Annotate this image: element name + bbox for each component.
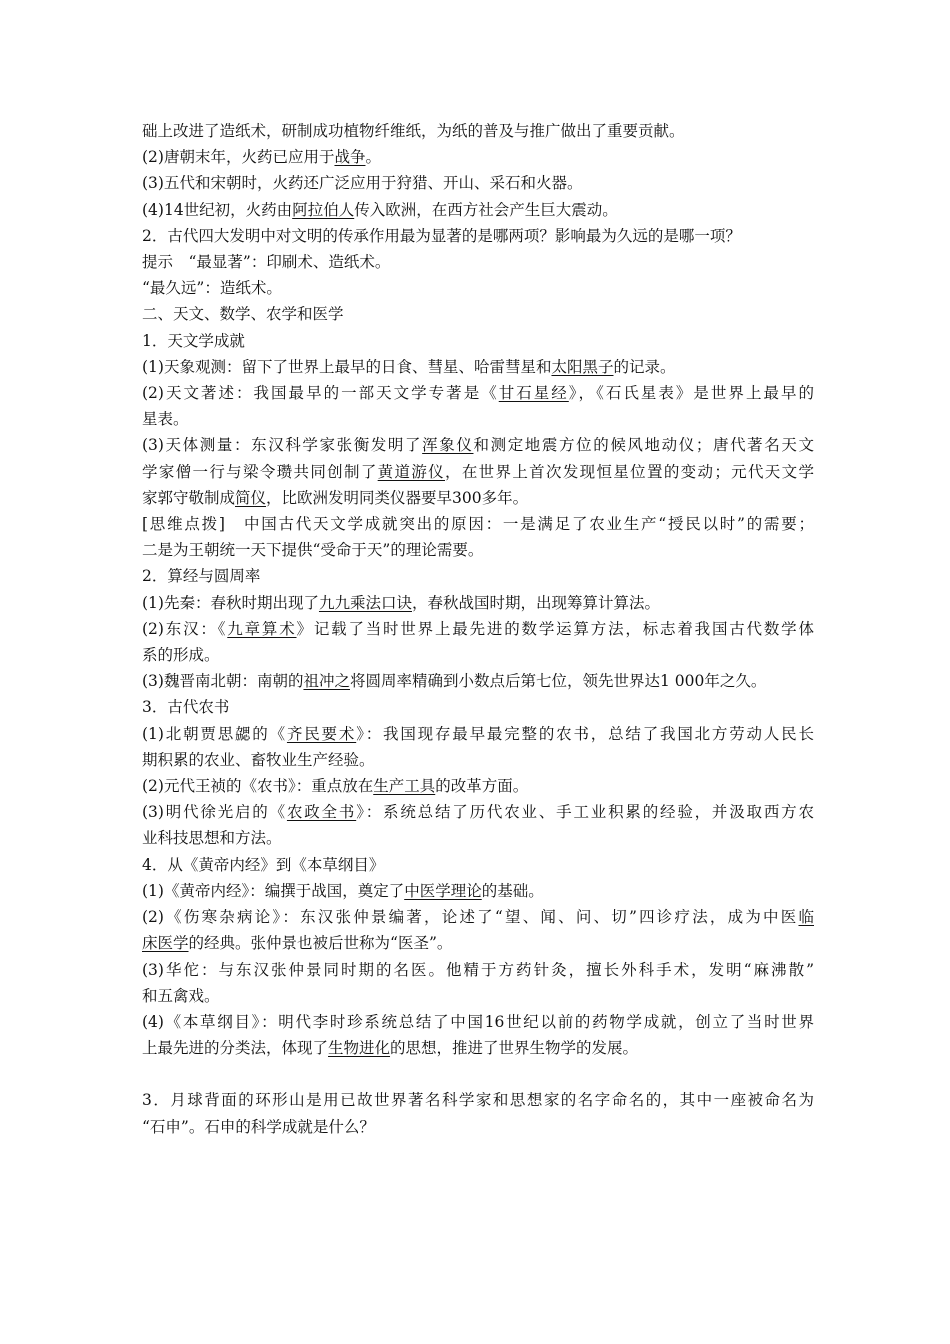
text-line xyxy=(142,459,814,485)
text-segment: (2)元代王祯的《农书》：重点放在 xyxy=(142,777,374,796)
text-segment: (4)14世纪初，火药由 xyxy=(142,200,293,219)
text-segment: 传入欧洲，在西方社会产生巨大震动。 xyxy=(354,200,618,219)
text-segment: 的思想，推进了世界生物学的发展。 xyxy=(390,1039,639,1058)
text-line xyxy=(142,197,814,223)
text-line xyxy=(142,223,814,249)
text-segment: 3．月球背面的环形山是用已故世界著名科学家和思想家的名字命名的，其中一座被命名为 xyxy=(142,1091,814,1110)
text-line xyxy=(142,1035,814,1061)
text-line xyxy=(142,930,814,956)
text-line xyxy=(142,904,814,930)
underlined-answer: 中医学理论 xyxy=(404,881,482,900)
text-line xyxy=(142,406,814,432)
text-line xyxy=(142,799,814,825)
text-segment: 系的形成。 xyxy=(142,646,220,665)
text-line xyxy=(142,590,814,616)
underlined-answer: 战争 xyxy=(334,148,366,167)
text-segment: 3．古代农书 xyxy=(142,698,230,717)
underlined-answer: 齐民要术 xyxy=(286,724,357,743)
underlined-answer: 农政全书 xyxy=(286,803,357,822)
text-line xyxy=(142,485,814,511)
text-segment: 4．从《黄帝内经》到《本草纲目》 xyxy=(142,855,385,874)
text-segment: (3)魏晋南北朝：南朝的 xyxy=(142,672,304,691)
text-line xyxy=(142,380,814,406)
text-line xyxy=(142,616,814,642)
text-segment: 》，《石氏星表》是世界上最早的 xyxy=(568,384,814,403)
text-segment: 》记载了当时世界上最先进的数学运算方法，标志着我国古代数学体 xyxy=(296,619,814,638)
underlined-answer: 临 xyxy=(798,908,814,927)
text-segment: 》：我国现存最早最完整的农书，总结了我国北方劳动人民长 xyxy=(356,724,814,743)
text-segment: (1)北朝贾思勰的《 xyxy=(142,724,287,743)
text-line xyxy=(142,773,814,799)
text-segment: 家郭守敬制成 xyxy=(142,488,236,507)
text-line xyxy=(142,170,814,196)
text-segment: “石申”。石申的科学成就是什么？ xyxy=(142,1117,375,1136)
text-line xyxy=(142,301,814,327)
text-segment: 学家僧一行与梁令瓒共同创制了 xyxy=(142,462,378,481)
text-segment: ，春秋战国时期，出现筹算计算法。 xyxy=(411,593,660,612)
text-line xyxy=(142,642,814,668)
blank-line xyxy=(142,1061,814,1087)
text-segment: 。 xyxy=(365,148,381,167)
text-segment: 将圆周率精确到小数点后第七位，领先世界达1 000年之久。 xyxy=(349,672,767,691)
text-line xyxy=(142,511,814,537)
text-segment: 上最先进的分类法，体现了 xyxy=(142,1039,329,1058)
text-line xyxy=(142,118,814,144)
text-segment: 和五禽戏。 xyxy=(142,986,220,1005)
text-line xyxy=(142,144,814,170)
text-segment: (3)天体测量：东汉科学家张衡发明了 xyxy=(142,436,423,455)
text-segment: 的经典。张仲景也被后世称为“医圣”。 xyxy=(188,934,453,953)
text-line xyxy=(142,354,814,380)
underlined-answer: 浑象仪 xyxy=(422,436,474,455)
text-segment: 提示 “最显著”：印刷术、造纸术。 xyxy=(142,253,391,272)
underlined-answer: 生产工具 xyxy=(373,777,436,796)
text-segment: ，比欧洲发明同类仪器要早300多年。 xyxy=(266,488,529,507)
text-line xyxy=(142,852,814,878)
underlined-answer: 黄道游仪 xyxy=(377,462,445,481)
text-line xyxy=(142,957,814,983)
document-page xyxy=(142,118,814,1140)
text-segment: (2)天文著述：我国最早的一部天文学专著是《 xyxy=(142,384,499,403)
text-line xyxy=(142,983,814,1009)
text-segment: 二、天文、数学、农学和医学 xyxy=(142,305,344,324)
text-line xyxy=(142,1009,814,1035)
text-segment: 和测定地震方位的候风地动仪；唐代著名天文 xyxy=(473,436,814,455)
text-segment: 业科技思想和方法。 xyxy=(142,829,282,848)
underlined-answer: 九章算术 xyxy=(227,619,297,638)
underlined-answer: 九九乘法口诀 xyxy=(318,593,412,612)
text-line xyxy=(142,694,814,720)
text-line xyxy=(142,328,814,354)
underlined-answer: 阿拉伯人 xyxy=(292,200,355,219)
text-segment: (4)《本草纲目》：明代李时珍系统总结了中国16世纪以前的药物学成就，创立了当时世界 xyxy=(142,1012,814,1031)
text-segment: 的记录。 xyxy=(613,357,676,376)
text-segment: (2)《伤寒杂病论》：东汉张仲景编著，论述了“望、闻、问、切”四诊疗法，成为中医 xyxy=(142,908,799,927)
text-line xyxy=(142,1087,814,1113)
text-segment: 2．算经与圆周率 xyxy=(142,567,261,586)
text-segment: 础上改进了造纸术，研制成功植物纤维纸，为纸的普及与推广做出了重要贡献。 xyxy=(142,122,685,140)
text-line xyxy=(142,432,814,458)
text-line xyxy=(142,563,814,589)
text-segment: (3)五代和宋朝时，火药还广泛应用于狩猎、开山、采石和火器。 xyxy=(142,174,583,193)
text-segment: 二是为王朝统一天下提供“受命于天”的理论需要。 xyxy=(142,541,484,560)
text-line xyxy=(142,537,814,563)
text-segment: 期积累的农业、畜牧业生产经验。 xyxy=(142,750,375,769)
underlined-answer: 太阳黑子 xyxy=(551,357,614,376)
text-segment: (3)明代徐光启的《 xyxy=(142,803,287,822)
text-line xyxy=(142,825,814,851)
text-segment: 的改革方面。 xyxy=(435,777,529,796)
text-line xyxy=(142,249,814,275)
text-segment: (1)天象观测：留下了世界上最早的日食、彗星、哈雷彗星和 xyxy=(142,357,552,376)
text-segment: 2．古代四大发明中对文明的传承作用最为显著的是哪两项？影响最为久远的是哪一项？ xyxy=(142,226,741,245)
text-line xyxy=(142,668,814,694)
text-segment: (2)东汉：《 xyxy=(142,619,228,638)
underlined-answer: 床医学 xyxy=(142,934,189,953)
text-segment: 1．天文学成就 xyxy=(142,331,245,350)
text-line xyxy=(142,878,814,904)
text-segment: “最久远”：造纸术。 xyxy=(142,279,282,298)
text-line xyxy=(142,275,814,301)
underlined-answer: 生物进化 xyxy=(328,1039,391,1058)
underlined-answer: 简仪 xyxy=(235,488,267,507)
underlined-answer: 祖冲之 xyxy=(303,672,350,691)
text-segment: [思维点拨] 中国古代天文学成就突出的原因：一是满足了农业生产“授民以时”的需要； xyxy=(142,515,814,534)
text-segment: (1)先秦：春秋时期出现了 xyxy=(142,593,319,612)
text-segment: 》：系统总结了历代农业、手工业积累的经验，并汲取西方农 xyxy=(356,803,814,822)
underlined-answer: 甘石星经 xyxy=(498,384,569,403)
text-line xyxy=(142,747,814,773)
text-line xyxy=(142,1114,814,1140)
text-segment: (3)华佗：与东汉张仲景同时期的名医。他精于方药针灸，擅长外科手术，发明“麻沸散” xyxy=(142,960,814,979)
text-segment: (1)《黄帝内经》：编撰于战国，奠定了 xyxy=(142,881,405,900)
text-line xyxy=(142,721,814,747)
text-segment: 星表。 xyxy=(142,410,189,429)
text-segment: 的基础。 xyxy=(481,881,544,900)
text-segment: ，在世界上首次发现恒星位置的变动；元代天文学 xyxy=(445,462,814,481)
text-segment: (2)唐朝末年，火药已应用于 xyxy=(142,148,335,167)
